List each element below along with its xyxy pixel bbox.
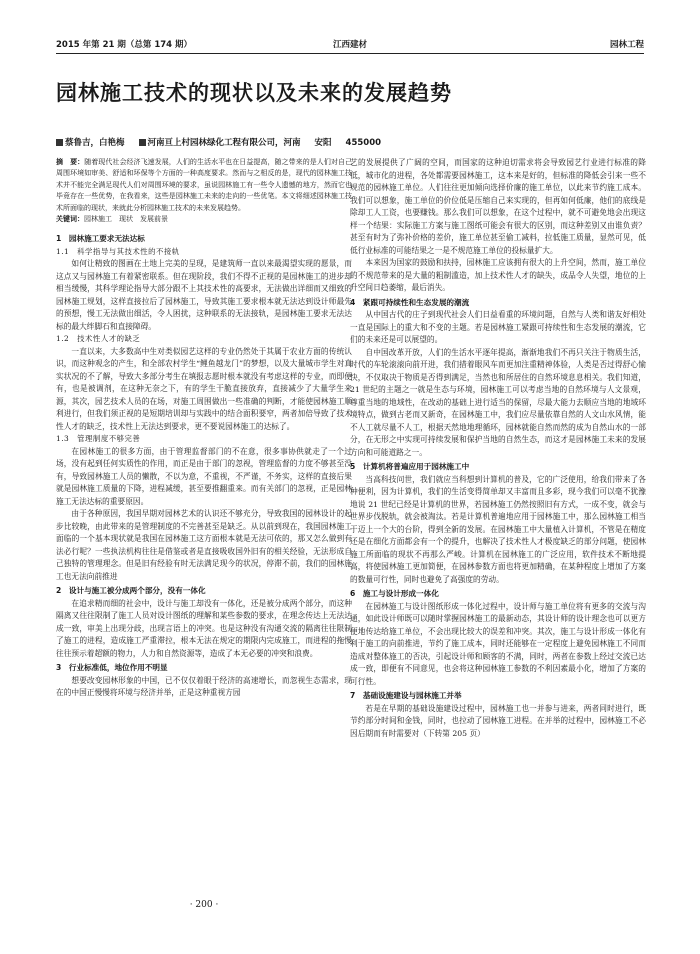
author-city: 安阳 bbox=[314, 138, 332, 148]
section-heading: 4 紧跟可持续性和生态发展的潮流 bbox=[350, 297, 470, 307]
section-heading: 6 施工与设计形成一体化 bbox=[350, 589, 439, 598]
subsection-heading: 1.1 科学指导与其技术性的不接轨 bbox=[56, 246, 180, 256]
paragraph: 如何让精致的图画在土地上完美的呈现，是建筑师一直以来最渴望实现的愿景，而这点又与园林施工有着紧密联系。但在现阶段，我们不得不正视的是园林施工的进步却相当缓慢，其科学理论指导大部分跟不上其技术性的高要求，无法做出详细而又细致的园林施工规划，这样直接拉后了园林施工，导致其施工要求根本就无法达到设计师最先的预想，慢工无法做出细活，令人困扰，这种联系的无法接轨，是园林施工要求无法达标的最大绊脚石和直接障碍。 bbox=[56, 259, 352, 331]
paragraph: 在追求精而细的社会中，设计与施工却没有一体化，还是被分成两个部分，而这种隔离又往往限制了施工人员对设计图纸的理解和某些参数的要求，在理念传达上无法达成一致，审美上出现分歧，出现言语上的冲突。也是这种没有沟通交流的隔离往往限制了施工的进程，造成施工严重滞拉，根本无法在规定的期限内完成施工，而进程的拖慢往往预示着超额的物力，人力和自然资源等，造成了本无必要的冲突和浪费。 bbox=[56, 598, 352, 658]
paragraph: 艺的发展提供了广阔的空间，而国家的这种迫切需求将会导致园艺行业进行标准的降低，城市化的进程，各处都需要园林施工，这本来是好的，但标准的降低会引来一些不规范的园林施工单位。人们往往更加倾向选择价廉的施工单位，以此来节约施工成本。我们可以想象，施工单位的价位低是压缩自己来实现的，但再如何低廉，他们的底线是除却工人工资，也要赚钱。那么我们可以想象，在这个过程中，就不可避免地会出现这样一个结果：实际施工方案与施工图纸可能会有很大的区别，而这种差别又由谁负责？甚至有时为了弥补价格的差价，施工单位甚至偷工减料，拉低施工质量，显然可见，低低行业标准的可能结果之一是不规范施工单位的投标量扩大。 bbox=[350, 158, 646, 255]
paragraph: 在园林施工的很多方面，由于管理监督部门的不在意，很多事协供就走了一个过场，没有起到任何实质性的作用，而正是由于部门的忽视，管理监督的力度不够甚至没有，导致园林施工人员的懒散，不以为意，不重视，不严谨，不务实，这样的直接后果就是园林施工质量的下降，进程减缓，甚至要推翻重来。而有关部门的忽视，正是园林施工无法达标的重要原因。 bbox=[56, 446, 352, 506]
section-name: 园林工程 bbox=[609, 40, 644, 50]
paragraph: 若是在早期的基础设施建设过程中，园林施工也一并参与进来，两者同时进行，既节约部分时间和金钱，同时，也拉动了园林施工进程。在并举的过程中，园林施工不必因后期而有时需要对（下转第 205 页） bbox=[350, 703, 646, 738]
keywords-text: 园林施工 现状 发展前景 bbox=[84, 215, 168, 224]
subsection-heading: 1.2 技术性人才的缺乏 bbox=[56, 334, 141, 344]
author-names: 蔡鲁吉，白艳梅 bbox=[65, 138, 125, 148]
section-heading: 7 基础设施建设与园林施工并举 bbox=[350, 691, 462, 700]
author-line bbox=[56, 136, 381, 148]
page-number: · 200 · bbox=[189, 900, 219, 910]
abstract bbox=[56, 157, 352, 214]
running-header bbox=[56, 38, 644, 52]
paragraph: 当高科技问世，我们就应当科想到计算机的普及，它的广泛使用，给我们带来了各种便利，因为计算机，我们的生活变得简单却又丰富而且多彩，现今我们可以毫不犹豫地说 21 世纪已经是计算机的世界，若园林施工仍然按照旧有方式，一成不变，就会与世界步伐脱轨，就会被淘汰。若是计算机普遍地应用于园林施工中，那么园林施工相当于迈上一个大的台阶，得到全新的发展。在园林施工中大量植入计算机，不管是在精度还是在细化方面都会有一个的提升，也解决了技术性人才极度缺乏的部分问题，使园林施工所面临的现状不再那么严峻。计算机在园林施工的广泛应用，软件技术不断地提高，将使园林施工更加简便，在园林参数方面也将更加精确，在某种程度上增加了方案的数量可行性，同时也避免了高强度的劳动。 bbox=[350, 474, 646, 584]
subsection-heading: 1.3 管理制度不够完善 bbox=[56, 434, 141, 444]
paragraph: 从中国古代的庄子到现代社会人们日益看重的环境问题，自然与人类和谐友好相处一直是国际上的重大和不变的主题。若是园林施工紧跟可持续性和生态发展的潮流，它们的未来还是可以展望的。 bbox=[350, 310, 646, 344]
paragraph: 由于各种原因，我国早期对园林艺术的认识还不够充分，导致我国的园林设计的起步比较晚，由此带来的是管理制度的不完善甚至是缺乏。从以前到现在，我国园林施工面临的一个基本现状就是我国在园林施工这方面根本就是无法可依的，那又怎么做到有法必行呢？一些执法机构往往是借鉴或者是直接吸收国外旧有的相关经验，无法形成自己独特的管理理念。但是旧有经验有时无法满足现今的状况，停滞不前，我们的园林施工也无法向前推进 bbox=[56, 509, 352, 581]
paragraph: 本来因为国家的鼓励和扶持，园林施工应该拥有很大的上升空间，然而，施工单位的不规范带来的是大量的粗制滥造，加上技术性人才的缺失，成品令人失望，地位的上升空间日趋萎缩，最后消失。 bbox=[350, 258, 646, 292]
journal-issue: 2015 年第 21 期（总第 174 期） bbox=[56, 40, 193, 50]
keywords bbox=[56, 214, 352, 225]
right-column-body bbox=[350, 157, 646, 740]
square-bullet-icon bbox=[56, 139, 63, 146]
author-postcode: 455000 bbox=[345, 138, 382, 148]
header-rule bbox=[56, 53, 644, 54]
journal-name: 江西建材 bbox=[332, 40, 367, 50]
square-bullet-icon bbox=[139, 139, 146, 146]
section-heading: 3 行业标准低，地位作用不明显 bbox=[56, 663, 168, 673]
keywords-label: 关键词： bbox=[56, 215, 84, 224]
section-heading: 5 计算机将普遍应用于园林施工中 bbox=[350, 462, 470, 471]
paragraph: 自中国改革开放，人们的生活水平逐年提高，渐渐地我们不再只关注于物质生活，时代的车轮滚滚向前开进，我们措着眼风车而更加注重精神体验，人类是否过得舒心愉快，不仅取决于物质是否得到满足，当然也和所居住的自然环境息息相关。我们知道，21 世纪的主题之一就是生态与环境，园林施工可以考虑当地的自然环境与人文景观，尊重当地的地域性，在改动的基础上进行适当的保留，尽最大能力去顺应当地的地域环境特点，做到古老而又新奇，在园林施工中，我们应尽量依靠自然的人文山水风情，能不人工就尽量不人工，根据天然地地理循环，园林就能自然而然的成为自然山水的一部分，在无形之中实现可持续发展和保护当地的自然生态，而这才是园林施工未来的发展方向和可能道路之一。 bbox=[350, 347, 646, 457]
author-affiliation: 河南亘上村园林绿化工程有限公司，河南 bbox=[147, 138, 301, 148]
section-heading: 1 园林施工要求无法达标 bbox=[56, 234, 145, 244]
article-title: 园林施工技术的现状以及未来的发展趋势 bbox=[56, 81, 452, 105]
section-heading: 2 设计与施工被分成两个部分，没有一体化 bbox=[56, 586, 206, 596]
right-column bbox=[350, 157, 646, 897]
paragraph: 一直以来，大多数高中生对类似园艺这样的专业仍然处于其属于农业方面的传统认识，而这种观念的产生，和全部农村学生“鲤鱼越龙门”的梦想，以及大量城市学生对真实状况的不了解，导致大多部分考生在填报志愿时根本就没有考虑这样的专业，而即便有，也是被调剂，在这种无奈之下，有的学生干脆直接放弃，直接减少了大量学生来源，其次，园艺技术人员的在场，对施工周围做出一些准确的判断，才能使园林施工顺利进行，但我们须正视的是短期培训却与实践中的结合面积要窄，两者加倍导致了技术性人才的缺乏，技术性上无法达到要求，更不要说园林施工的达标了。 bbox=[56, 346, 352, 431]
left-column-body bbox=[56, 233, 352, 700]
abstract-text: 随着现代社会经济飞速发展，人们的生活水平也在日益提高，随之带来的是人们对自己周围环境如审美、舒适和环保等个方面的一种高度要求。然而与之相反的是，现代的园林施工技术并不能完全满足现代人们对周围环境的要求，虽说园林施工有一些令人遗憾的地方，然而它也毕竟存在一些优势，在我看来，这些是园林施工未来的走向的一些优笔。本文将细述园林施工技术所面临的现状，来就此分析园林施工技术的未来发展趋势。 bbox=[56, 158, 352, 212]
paragraph: 在园林施工与设计图纸形成一体化过程中，设计师与施工单位将有更多的交流与沟通，如此设计师既可以随时掌握园林施工的最新动态，其设计师的设计理念也可以更方便地传达给施工单位，不会出现比较大的误差和冲突。其次，施工与设计形成一体化有利于施工的向前推进，节约了施工成本，同时还能够在一定程度上避免园林施工不同而造成对整体施工的否决，引起设计师和顾客的不满，同时，两者在参数上经过交流已达成一致，即便有不同意见，也会将这种园林施工参数的不利因素最小化，增加了方案的可行性。 bbox=[350, 601, 646, 686]
paragraph: 想要改变园林形象的中国，已不仅仅着眼于经济的高速增长，而忽视生态需求，现在的中国正慢慢将环境与经济并举，正是这种重视方园 bbox=[56, 675, 352, 698]
abstract-label: 摘 要： bbox=[56, 158, 85, 166]
left-column bbox=[56, 157, 352, 897]
